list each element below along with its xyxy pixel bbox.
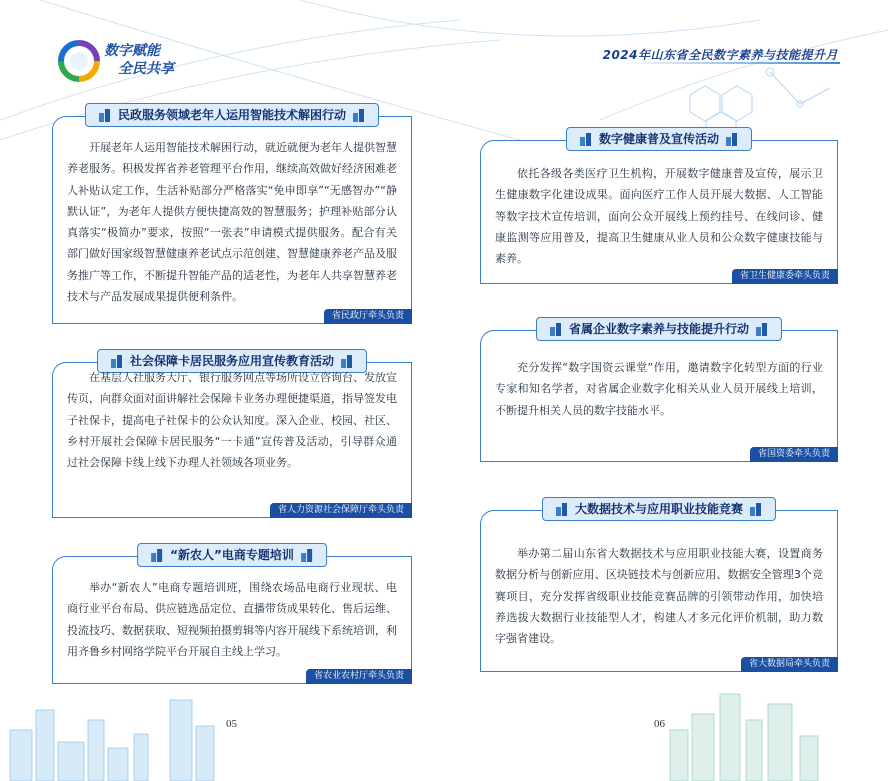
card-body: 开展老年人运用智能技术解困行动，就近就便为老年人提供智慧养老服务。积极发挥省养老管理平台作用，继续高效做好经济困难老人补贴认定工作，生活补贴部分严格落实“免申即享”“无感智办”“静默认证”，为老年人提供方便快捷高效的智慧服务；护理补贴部分认真落实“极简办”要求，按照“一张表”申请模式提供服务。配合有关部门做好国家级智慧健康养老试点示范创建、智慧健康养老产品及服务推广等工作，不断提升智能产品的适老性，为老年人共享智慧养老技术与产品发展成果提供便利条件。 [67, 141, 397, 304]
card-title: “新农人”电商专题培训 [170, 548, 294, 562]
cityscape-left-illustration [0, 690, 240, 781]
logo-slogan [104, 42, 174, 78]
bar-chart-icon [300, 548, 314, 562]
logo-line-2: 全民共享 [118, 61, 174, 77]
bar-chart-icon [352, 108, 366, 122]
bar-chart-icon [725, 132, 739, 146]
responsible-badge: 省大数据局牵头负责 [741, 657, 838, 672]
page-number-left: 05 [226, 718, 237, 730]
card-title-tab [137, 543, 327, 567]
bar-chart-icon [555, 502, 569, 516]
card-title-tab [566, 127, 752, 151]
bar-chart-icon [579, 132, 593, 146]
card-body: 举办第二届山东省大数据技术与应用职业技能大赛，设置商务数据分析与创新应用、区块链技术与创新应用、数据安全管理3个竞赛项目，充分发挥省级职业技能竞赛品牌的引领带动作用，加快培养选拔大数据行业技能型人才，构建人才多元化评价机制，助力数字强省建设。 [495, 547, 823, 646]
card-social-security [52, 354, 412, 518]
card-body: 依托各级各类医疗卫生机构，开展数字健康普及宣传，展示卫生健康数字化建设成果。面向医疗工作人员开展大数据、人工智能等数字技术宣传培训，面向公众开展线上预约挂号、在线问诊、健康监测等应用普及，提高卫生健康从业人员和公众数字健康技能与素养。 [495, 167, 823, 266]
card-big-data-contest [480, 502, 838, 672]
card-new-farmer [52, 548, 412, 684]
bar-chart-icon [150, 548, 164, 562]
bar-chart-icon [549, 322, 563, 336]
page-number-right: 06 [654, 718, 665, 730]
card-digital-health [480, 132, 838, 284]
cityscape-right-illustration [650, 680, 888, 781]
bar-chart-icon [749, 502, 763, 516]
header-divider [620, 62, 840, 64]
responsible-badge: 省卫生健康委牵头负责 [732, 269, 838, 284]
header-title: 2024年山东省全民数字素养与技能提升月 [602, 48, 838, 62]
bar-chart-icon [340, 354, 354, 368]
card-elderly-tech [52, 108, 412, 324]
card-body: 在基层人社服务大厅、银行服务网点等场所设立咨询台、发放宣传页，向群众面对面讲解社会保障卡业务办理便捷渠道，指导签发电子社保卡，提高电子社保卡的公众认知度。深入企业、校园、社区、乡村开展社会保障卡居民服务“一卡通”宣传普及活动，引导群众通过社会保障卡线上线下办理人社领域各项业务。 [67, 371, 397, 470]
responsible-badge: 省农业农村厅牵头负责 [306, 669, 412, 684]
card-title-tab [85, 103, 379, 127]
card-title: 大数据技术与应用职业技能竞赛 [574, 502, 744, 516]
card-title: 省属企业数字素养与技能提升行动 [568, 322, 750, 336]
card-title: 数字健康普及宣传活动 [598, 132, 720, 146]
card-body: 举办“新农人”电商专题培训班，围绕农场品电商行业现状、电商行业平台布局、供应链选品定位、直播带货成果转化、售后运维、投流技巧、数据获取、短视频拍摄剪辑等内容开展线下系统培训，利用齐鲁乡村网络学院平台开展自主线上学习。 [67, 581, 397, 658]
bar-chart-icon [755, 322, 769, 336]
bar-chart-icon [110, 354, 124, 368]
card-title: 民政服务领域老年人运用智能技术解困行动 [117, 108, 347, 122]
responsible-badge: 省民政厅牵头负责 [324, 309, 412, 324]
logo-line-1: 数字赋能 [104, 43, 160, 59]
card-body: 充分发挥“数字国资云课堂”作用，邀请数字化转型方面的行业专家和知名学者，对省属企业数字化相关从业人员开展线上培训，不断提升相关人员的数字技能水平。 [495, 361, 823, 417]
ring-logo-icon [56, 38, 102, 84]
card-title-tab [536, 317, 782, 341]
card-title: 社会保障卡居民服务应用宣传教育活动 [129, 354, 335, 368]
responsible-badge: 省人力资源社会保障厅牵头负责 [270, 503, 412, 518]
card-title-tab [542, 497, 776, 521]
bar-chart-icon [98, 108, 112, 122]
responsible-badge: 省国资委牵头负责 [750, 447, 838, 462]
card-state-enterprise [480, 322, 838, 462]
